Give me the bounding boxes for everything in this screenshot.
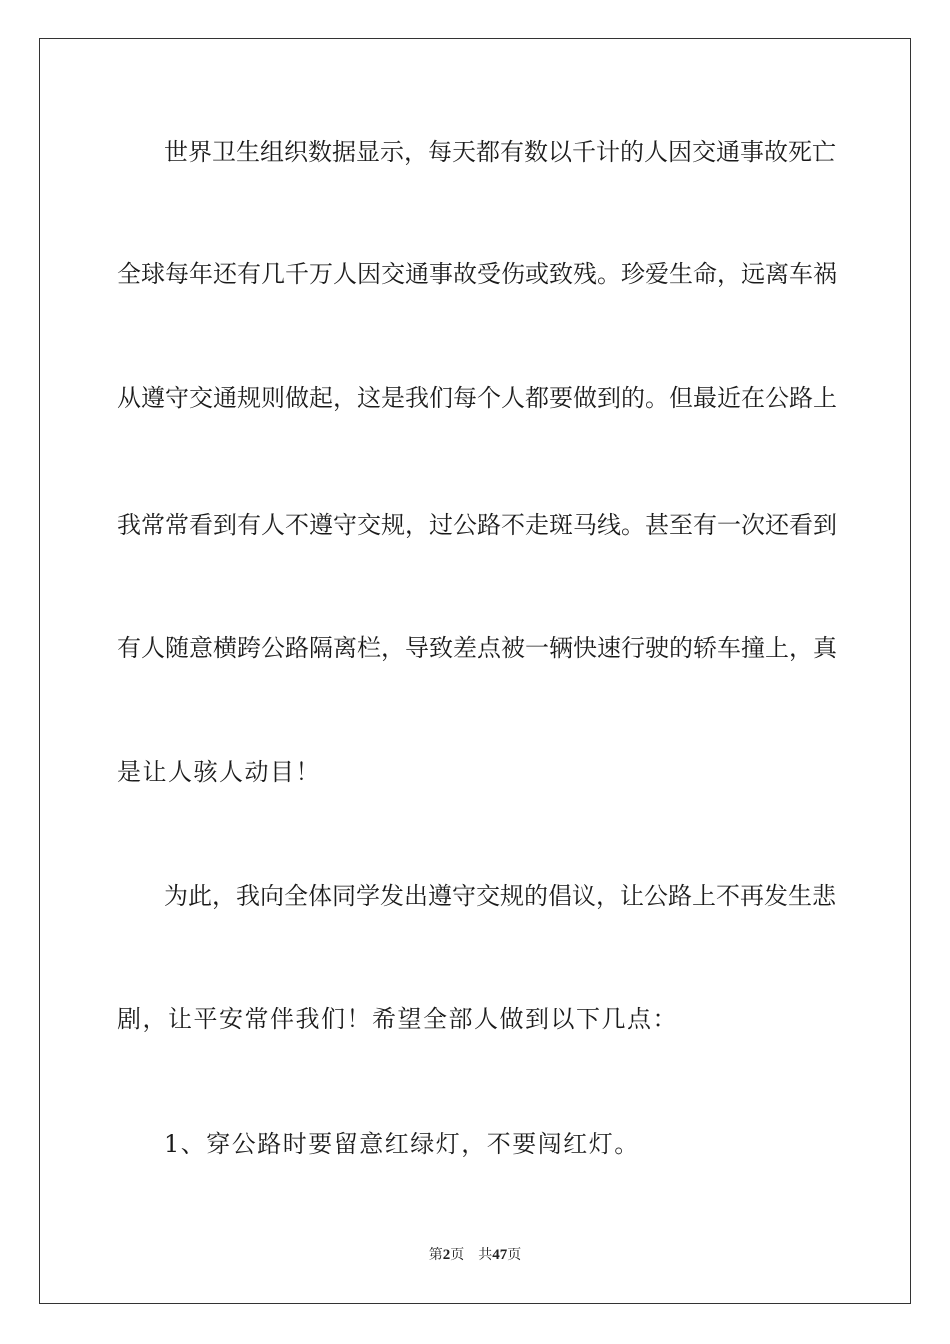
paragraph-1-line-6: 是让人骇人动目！ [117, 758, 321, 786]
paragraph-1-line-5: 有人随意横跨公路隔离栏，导致差点被一辆快速行驶的轿车撞上，真 [117, 634, 837, 662]
paragraph-2-line-2: 剧，让平安常伴我们！希望全部人做到以下几点： [117, 1005, 678, 1033]
paragraph-1-line-4: 我常常看到有人不遵守交规，过公路不走斑马线。甚至有一次还看到 [117, 511, 837, 539]
total-pages: 47 [492, 1247, 508, 1263]
page-border [39, 38, 911, 1304]
page-number: 2 [442, 1247, 451, 1263]
page-suffix: 页 [450, 1247, 465, 1263]
total-suffix: 页 [507, 1247, 522, 1263]
paragraph-2-line-1: 为此，我向全体同学发出遵守交规的倡议，让公路上不再发生悲 [164, 882, 836, 910]
total-prefix: 共 [478, 1247, 493, 1263]
paragraph-1-line-3: 从遵守交通规则做起，这是我们每个人都要做到的。但最近在公路上 [117, 384, 837, 412]
page-footer [0, 1246, 950, 1264]
list-item-1: 1、穿公路时要留意红绿灯，不要闯红灯。 [164, 1130, 640, 1158]
paragraph-1-line-2: 全球每年还有几千万人因交通事故受伤或致残。珍爱生命，远离车祸 [117, 260, 837, 288]
paragraph-1-line-1: 世界卫生组织数据显示，每天都有数以千计的人因交通事故死亡 [164, 138, 836, 166]
page-prefix: 第 [428, 1247, 443, 1263]
